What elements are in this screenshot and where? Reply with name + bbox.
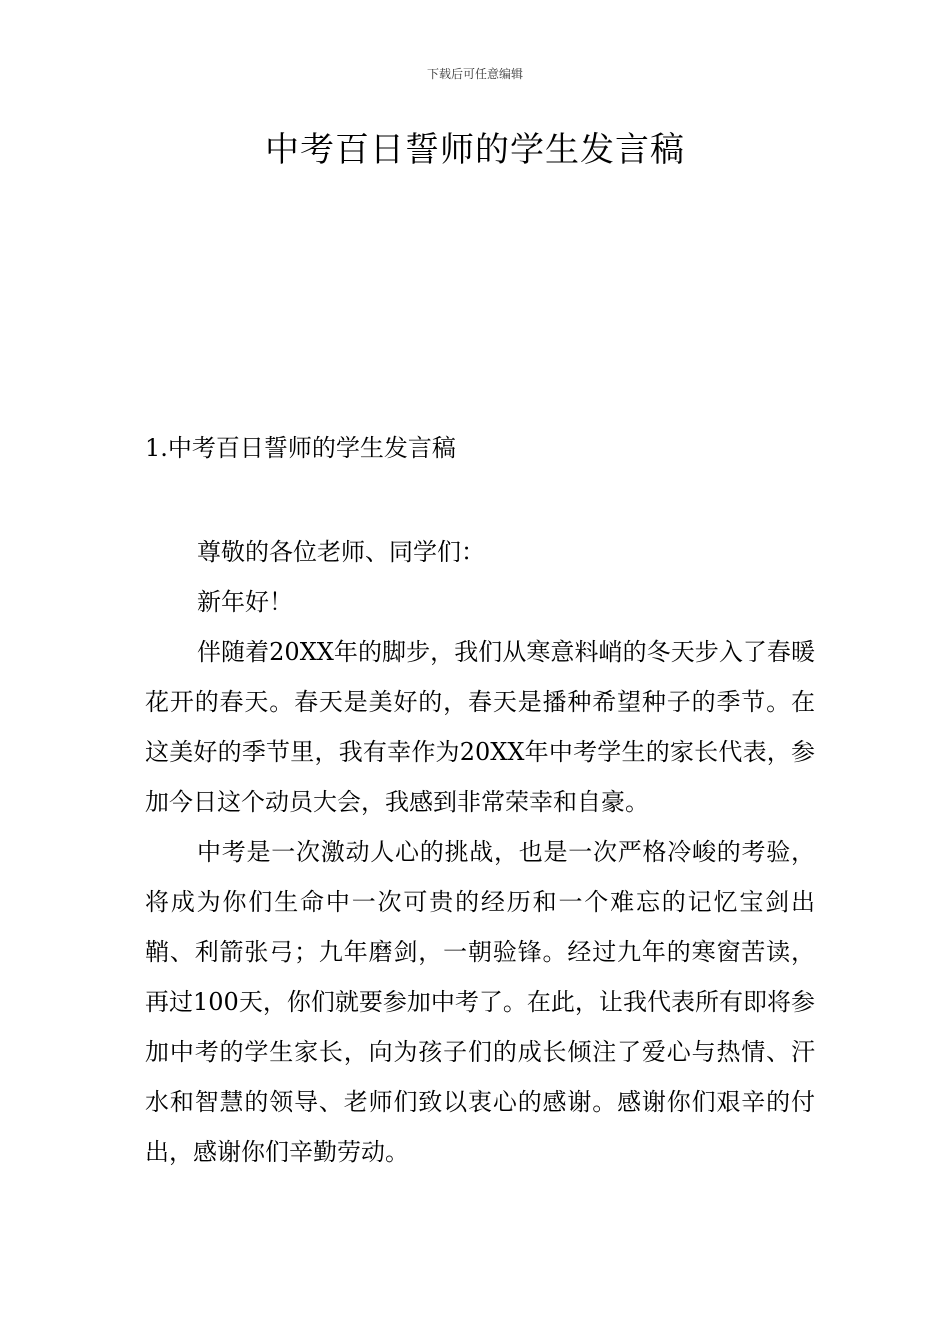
paragraph-exam: 中考是一次激动人心的挑战，也是一次严格冷峻的考验，将成为你们生命中一次可贵的经历和一个难忘的记忆宝剑出鞘、利箭张弓；九年磨剑，一朝验锋。经过九年的寒窗苦读，再过100天，你们就要参加中考了。在此，让我代表所有即将参加中考的学生家长，向为孩子们的成长倾注了爱心与热情、汗水和智慧的领导、老师们致以衷心的感谢。感谢你们艰辛的付出，感谢你们辛勤劳动。 xyxy=(145,838,815,1166)
document-body xyxy=(145,527,815,1177)
document-title: 中考百日誓师的学生发言稿 xyxy=(265,130,685,170)
paragraph-greeting: 尊敬的各位老师、同学们： xyxy=(197,538,485,566)
paragraph-spring: 伴随着20XX年的脚步，我们从寒意料峭的冬天步入了春暖花开的春天。春天是美好的，春天是播种希望种子的季节。在这美好的季节里，我有幸作为20XX年中考学生的家长代表，参加今日这个动员大会，我感到非常荣幸和自豪。 xyxy=(145,638,815,816)
paragraph-new-year: 新年好！ xyxy=(197,588,293,616)
section-heading: 1.中考百日誓师的学生发言稿 xyxy=(145,434,456,462)
header-note: 下载后可任意编辑 xyxy=(426,67,523,81)
